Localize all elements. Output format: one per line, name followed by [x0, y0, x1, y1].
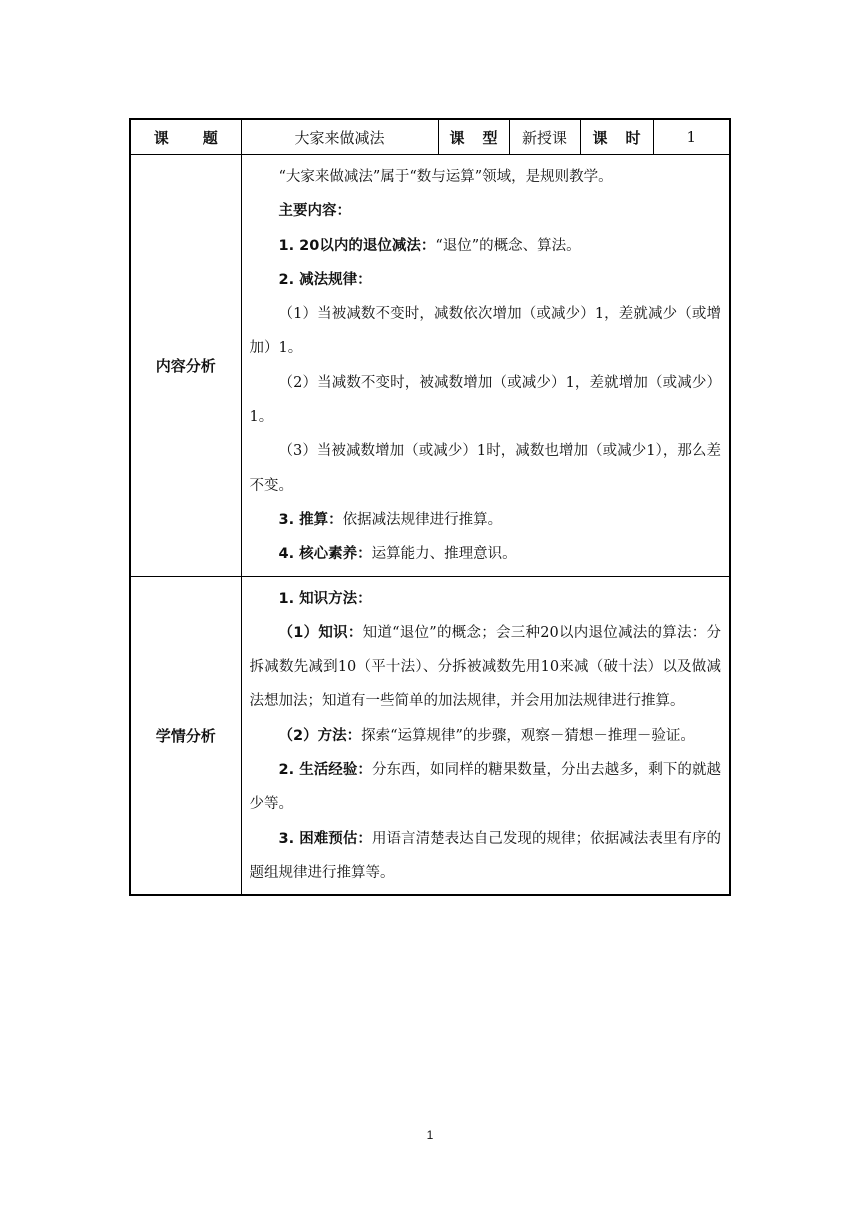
learning-item-3-text: 用语言清楚表达自己发现的规律；依据减法表里有序的题组规律进行推算等。: [249, 830, 722, 881]
page-number: 1: [426, 1128, 434, 1142]
topic-label-char-1: 课: [153, 128, 169, 147]
period-label: [580, 119, 653, 155]
content-item-1-text: “退位”的概念、算法。: [435, 237, 581, 254]
learning-sub-2: [250, 719, 722, 753]
content-analysis-label: 内容分析: [130, 155, 241, 577]
period-value: 1: [653, 119, 730, 155]
content-analysis-body: [241, 155, 730, 577]
content-intro: “大家来做减法”属于“数与运算”领域，是规则教学。: [278, 169, 613, 185]
content-main-heading: 主要内容：: [278, 203, 351, 220]
content-item-4-text: 运算能力、推理意识。: [371, 546, 517, 563]
learning-sub-2-text: 探索“运算规律”的步骤，观察－猜想－推理－验证。: [361, 727, 695, 744]
learning-sub-1-text: 知道“退位”的概念；会三种20以内退位减法的算法：分拆减数先减到10（平十法）、分拆被减数先用10来减（破十法）以及做减法想加法；知道有一些简单的加法规律，并会用加法规律进行推算。: [249, 624, 721, 710]
type-label-char-1: 课: [449, 128, 465, 147]
learning-sub-1: [250, 616, 722, 719]
type-value: 新授课: [509, 119, 580, 155]
period-label-char-1: 课: [592, 128, 608, 147]
learning-item-1-title: 1. 知识方法：: [278, 590, 372, 607]
topic-value: 大家来做减法: [241, 119, 438, 155]
content-rule-3: （3）当被减数增加（或减少）1时，减数也增加（或减少1），那么差不变。: [249, 443, 721, 494]
content-analysis-row: [130, 155, 730, 577]
learning-item-2: [250, 753, 722, 822]
content-item-3-text: 依据减法规律进行推算。: [342, 511, 503, 528]
content-item-3: [250, 503, 722, 537]
topic-label-char-2: 题: [202, 128, 218, 147]
content-rule-1: （1）当被减数不变时，减数依次增加（或减少）1，差就减少（或增加）1。: [249, 306, 721, 357]
learning-item-3-title: 3. 困难预估：: [278, 830, 372, 847]
content-item-4-title: 4. 核心素养：: [278, 546, 372, 563]
content-item-4: [250, 537, 722, 571]
type-label-char-2: 型: [482, 128, 498, 147]
learning-analysis-body: [241, 576, 730, 895]
type-label: [438, 119, 509, 155]
period-label-char-2: 时: [625, 128, 641, 147]
header-row: [130, 119, 730, 155]
learning-item-2-title: 2. 生活经验：: [278, 762, 372, 779]
content-item-3-title: 3. 推算：: [278, 511, 343, 528]
content-item-2-title: 2. 减法规律：: [278, 271, 372, 288]
content-rule-2: （2）当减数不变时，被减数增加（或减少）1，差就增加（或减少）1。: [249, 374, 721, 426]
lesson-plan-table: [129, 118, 731, 896]
learning-sub-2-title: （2）方法：: [278, 727, 362, 744]
content-item-1: [250, 229, 722, 263]
learning-sub-1-title: （1）知识：: [278, 624, 363, 641]
learning-item-3: [250, 822, 722, 891]
learning-analysis-row: [130, 576, 730, 895]
learning-analysis-label: 学情分析: [130, 576, 241, 895]
topic-label: [130, 119, 241, 155]
content-item-1-title: 1. 20以内的退位减法：: [278, 237, 436, 254]
learning-item-2-text: 分东西，如同样的糖果数量，分出去越多，剩下的就越少等。: [249, 762, 722, 813]
